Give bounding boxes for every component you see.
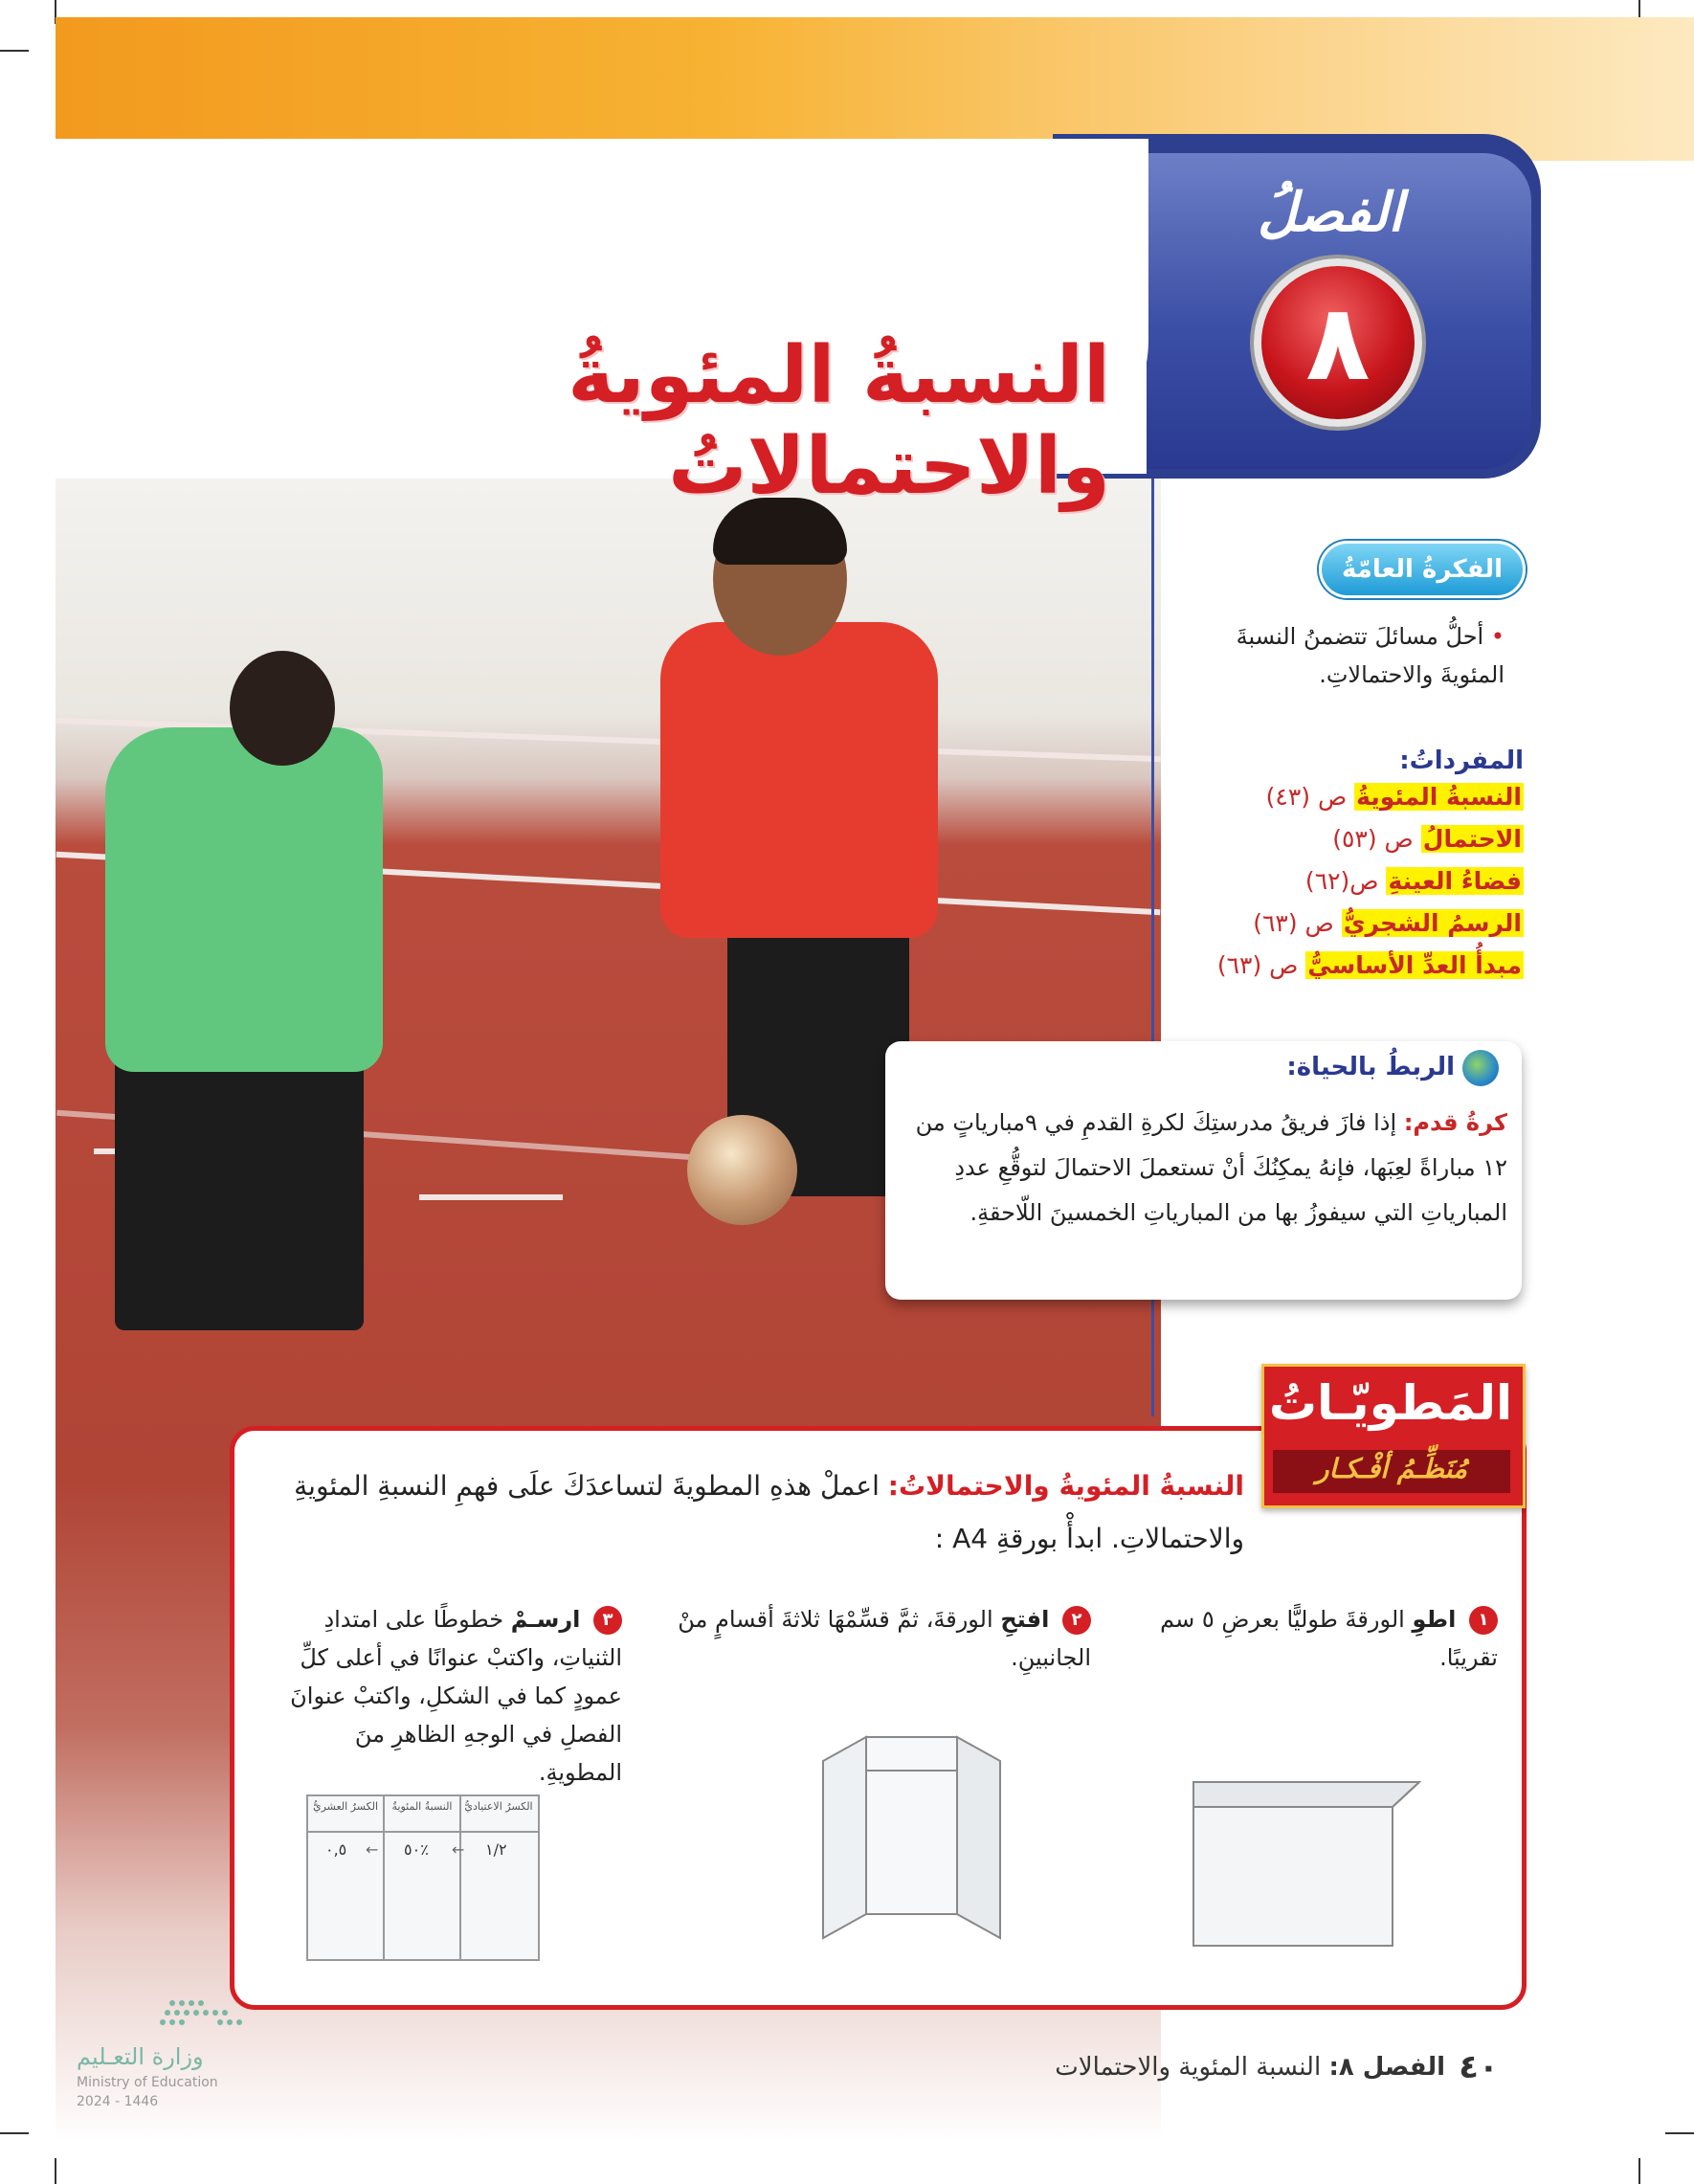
boy-green-head	[230, 651, 335, 766]
page-title: النسبةُ المئويةُ والاحتمالاتُ	[568, 330, 1110, 512]
boy-red-vest	[660, 622, 938, 938]
vocabulary-term: الرسمُ الشجريُّ	[1343, 909, 1522, 937]
vocabulary-title: المفرداتُ:	[1399, 747, 1524, 775]
table-cell: ١/٢	[485, 1840, 507, 1859]
vocabulary-item	[1266, 783, 1524, 811]
vocabulary-term: مبدأُ العدِّ الأساسيُّ	[1307, 951, 1522, 979]
foldables-badge-title: المَطويّـاتُ	[1268, 1375, 1513, 1431]
vocabulary-item	[1217, 951, 1524, 979]
foldable-step-1	[1101, 1600, 1498, 1677]
real-life-body: إذا فازَ فريقُ مدرستِكَ لكرةِ القدمِ في ٩مبارياتٍ من ١٢ مباراةً لعِبَها، فإنهُ يمكِنُكَ أنْ تستعملَ الاحتمالَ لتوقُّعِ عددِ المبارياتِ التي سيفوزُ بها من المبارياتِ الخمسينَ اللّاحقةِ.	[915, 1109, 1507, 1226]
vocabulary-item	[1332, 825, 1524, 853]
bullet-icon: •	[1490, 623, 1505, 650]
step-number: ١	[1469, 1606, 1498, 1635]
ministry-year: 2024 - 1446	[77, 2094, 159, 2109]
vocabulary-ref: ص (٦٣)	[1253, 909, 1334, 937]
step-number: ٣	[593, 1606, 622, 1635]
ministry-name-en: Ministry of Education	[77, 2075, 218, 2090]
big-idea-bullet	[1170, 617, 1505, 694]
step-text: الورقةَ، ثمَّ قسِّمْهَا ثلاثةَ أقسامٍ منْ الجانبينِ.	[678, 1606, 1091, 1671]
boy-green-legs	[115, 1053, 364, 1330]
column-header: النسبةُ المئويةُ	[391, 1800, 453, 1813]
vocabulary-ref: ص (٦٣)	[1216, 951, 1299, 979]
soccer-ball	[687, 1115, 797, 1225]
vocabulary-ref: ص(٦٢)	[1304, 867, 1379, 895]
ministry-logo-dots-icon	[77, 1995, 306, 2034]
step-number: ٢	[1062, 1606, 1091, 1635]
folded-paper-illustration	[1192, 1780, 1421, 1948]
arrow-icon: ←	[452, 1840, 465, 1859]
crop-mark	[0, 50, 29, 52]
chapter-word: الفصلُ	[1258, 182, 1403, 244]
foldable-step-2	[632, 1600, 1091, 1677]
crop-mark	[55, 2158, 56, 2184]
footer-chapter	[1005, 2053, 1445, 2082]
tri-fold-illustration	[814, 1732, 1005, 1943]
crop-mark	[0, 2132, 29, 2134]
table-cell: ٥٠٪	[404, 1840, 429, 1859]
boy-green-vest	[105, 727, 383, 1072]
step-verb: اطوِ	[1412, 1606, 1457, 1633]
step-verb: افتحِ	[1000, 1606, 1050, 1633]
real-life-title: الربطُ بالحياة:	[1286, 1053, 1455, 1081]
page-number: ٤٠	[1459, 2048, 1499, 2086]
ministry-name-ar: وزارة التعـليم	[77, 2043, 204, 2070]
step-text: الورقةَ طوليًّا بعرضِ ٥ سم تقريبًا.	[1160, 1606, 1498, 1671]
globe-icon	[1462, 1050, 1499, 1086]
vocabulary-term: الاحتمالُ	[1422, 825, 1522, 853]
table-cell: ٠,٥	[325, 1840, 347, 1859]
crop-mark	[1638, 2158, 1640, 2184]
column-header: الكسرُ العشريُّ	[312, 1800, 379, 1813]
crop-mark	[1665, 2132, 1694, 2134]
real-life-label: كرةُ قدم:	[1403, 1109, 1507, 1136]
chapter-number-badge: ٨	[1254, 258, 1422, 427]
vocabulary-ref: ص (٥٣)	[1332, 825, 1414, 853]
real-life-text	[904, 1101, 1507, 1236]
vocabulary-term: فضاءُ العينةِ	[1388, 867, 1522, 895]
footer-chapter-title: النسبة المئوية والاحتمالات	[1055, 2053, 1322, 2082]
big-idea-badge: الفكرةُ العامّةُ	[1319, 541, 1526, 598]
step-verb: ارسـمْ	[510, 1606, 581, 1633]
foldables-badge-subtitle: مُنَظِّـمُ أفْـكـار	[1315, 1453, 1468, 1484]
foldables-intro-label: النسبةُ المئويةُ والاحتمالاتُ:	[887, 1470, 1244, 1502]
foldable-step-3	[268, 1600, 622, 1792]
vocabulary-term: النسبةُ المئويةُ	[1356, 783, 1522, 811]
foldables-intro-text: اعملْ هذهِ المطويةَ لتساعدَكَ علَى فهمِ النسبةِ المئويةِ والاحتمالاتِ. ابدأْ بورقةِ A4 :	[294, 1470, 1244, 1554]
foldables-intro	[278, 1460, 1244, 1565]
vocabulary-ref: ص (٤٣)	[1265, 783, 1348, 811]
foldable-table-illustration	[306, 1794, 540, 1961]
column-header: الكسرُ الاعتياديُّ	[464, 1800, 533, 1813]
footer-chapter-label: الفصل ٨:	[1328, 2053, 1445, 2082]
arrow-icon: ←	[366, 1840, 379, 1859]
vocabulary-item	[1253, 909, 1524, 937]
vocabulary-item	[1305, 867, 1524, 895]
big-idea-text: أحلُّ مسائلَ تتضمنُ النسبةَ المئويةَ والاحتمالاتِ.	[1236, 623, 1505, 688]
step-text: خطوطًا على امتدادِ الثنياتِ، واكتبْ عنوانًا في أعلى كلِّ عمودٍ كما في الشكلِ، واكتبْ عنوانَ الفصلِ في الوجهِ الظاهرِ منَ المطويةِ.	[290, 1606, 622, 1786]
